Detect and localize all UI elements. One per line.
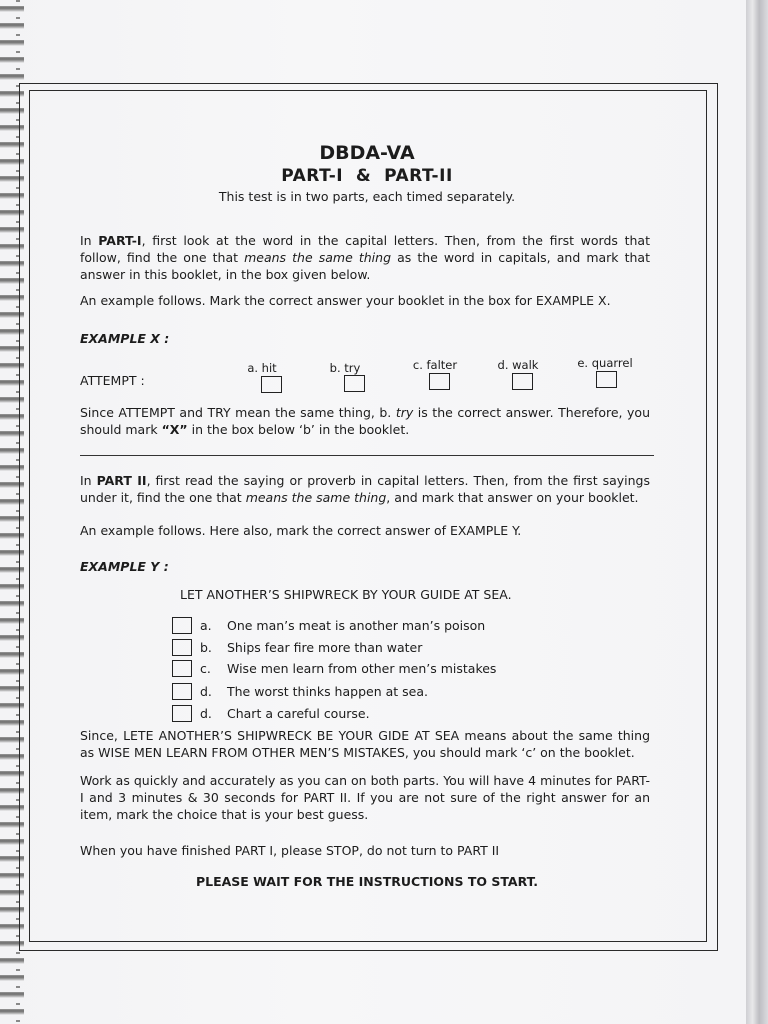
answer-box-b[interactable] xyxy=(344,375,365,392)
text-span: In xyxy=(80,473,97,488)
question-word: ATTEMPT : xyxy=(80,373,145,388)
wait-instruction: PLEASE WAIT FOR THE INSTRUCTIONS TO START. xyxy=(195,874,539,889)
option-checkbox[interactable] xyxy=(172,683,192,700)
option-letter: d. xyxy=(200,706,212,721)
example-x-label: EXAMPLE X : xyxy=(80,331,170,346)
text-span: , first look at the word in the capital letters. Then, from the first words that follow, find the one that xyxy=(80,233,650,265)
proverb-text: LET ANOTHER’S SHIPWRECK BY YOUR GUIDE AT SEA. xyxy=(180,587,512,602)
page-subtitle: PART-I & PART-II xyxy=(281,166,453,186)
option-letter: d. xyxy=(200,684,212,699)
page-edge xyxy=(746,0,768,1024)
choice-label-d: d. walk xyxy=(497,358,539,372)
option-checkbox[interactable] xyxy=(172,617,192,634)
part1-example-intro: An example follows. Mark the correct answer your booklet in the box for EXAMPLE X. xyxy=(80,293,611,308)
option-checkbox[interactable] xyxy=(172,705,192,722)
option-letter: b. xyxy=(200,640,212,655)
part1-explanation xyxy=(80,404,650,438)
answer-box-a[interactable] xyxy=(261,376,282,393)
answer-box-e[interactable] xyxy=(596,371,617,388)
choice-label-a: a. hit xyxy=(247,361,277,375)
text-span: , first read the saying or proverb in capital letters. Then, from the first sayings under it, find the one that xyxy=(80,473,650,505)
answer-box-d[interactable] xyxy=(512,373,533,390)
text-span: in the box below ‘b’ in the booklet. xyxy=(187,422,410,437)
option-text: The worst thinks happen at sea. xyxy=(227,684,428,699)
timing-instructions: Work as quickly and accurately as you can on both parts. You will have 4 minutes for PART-I and 3 minutes & 30 seconds for PART II. If you are not sure of the right answer for an item, mark the choice that is your best guess. xyxy=(80,773,650,822)
part2-label: PART II xyxy=(96,473,147,488)
choice-label-e: e. quarrel xyxy=(577,356,633,370)
part2-example-intro: An example follows. Here also, mark the correct answer of EXAMPLE Y. xyxy=(80,523,522,538)
option-letter: c. xyxy=(200,661,211,676)
part1-label: PART-I xyxy=(98,233,142,248)
text-span: Since ATTEMPT and TRY mean the same thing, b. xyxy=(80,405,396,420)
text-span: is the correct answer. Therefore, you should mark xyxy=(80,405,650,437)
text-span: as the word in capitals, and mark that answer in this booklet, in the box given below. xyxy=(80,250,650,282)
option-text: Ships fear fire more than water xyxy=(227,640,423,655)
part1-instructions xyxy=(80,232,650,283)
option-checkbox[interactable] xyxy=(172,660,192,677)
option-text: One man’s meat is another man’s poison xyxy=(227,618,486,633)
answer-box-c[interactable] xyxy=(429,373,450,390)
mark-symbol: “X” xyxy=(161,422,188,437)
text-span: In xyxy=(80,233,99,248)
intro-text: This test is in two parts, each timed separately. xyxy=(218,189,516,204)
emphasis-text: means the same thing xyxy=(244,250,392,265)
part2-explanation: Since, LETE ANOTHER’S SHIPWRECK BE YOUR GIDE AT SEA means about the same thing as WISE MEN LEARN FROM OTHER MEN’S MISTAKES, you should mark ‘c’ on the booklet. xyxy=(80,728,650,760)
option-text: Wise men learn from other men’s mistakes xyxy=(227,661,497,676)
page-title: DBDA-VA xyxy=(319,142,415,164)
part2-instructions xyxy=(80,472,650,506)
option-text: Chart a careful course. xyxy=(227,706,370,721)
option-checkbox[interactable] xyxy=(172,639,192,656)
stop-instruction: When you have finished PART I, please STOP, do not turn to PART II xyxy=(80,843,500,858)
option-letter: a. xyxy=(200,618,212,633)
choice-label-b: b. try xyxy=(329,361,361,375)
section-divider xyxy=(80,455,654,456)
choice-label-c: c. falter xyxy=(412,358,458,372)
example-y-label: EXAMPLE Y : xyxy=(80,559,169,574)
emphasis-text: means the same thing xyxy=(245,490,387,505)
emphasis-text: try xyxy=(395,405,414,420)
text-span: , and mark that answer on your booklet. xyxy=(386,490,639,505)
